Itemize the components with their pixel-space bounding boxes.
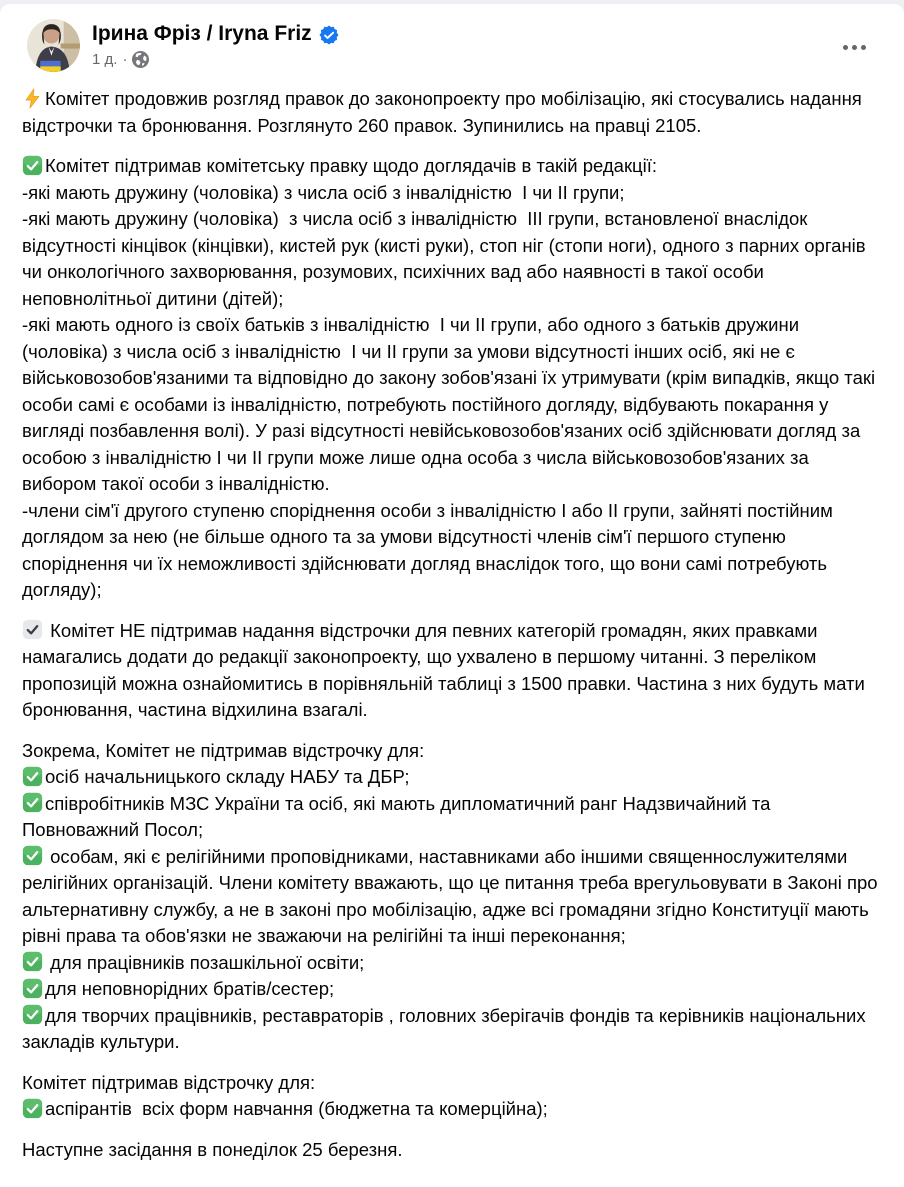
globe-privacy-icon — [132, 51, 149, 68]
paragraph-text: -які мають одного із своїх батьків з інвалідністю І чи ІІ групи, або одного з батьків дружини (чоловіка) з числа осіб з інвалідністю І чи ІІ групи за умови відсутності інших осіб, які не є військовозобов'язаними та відповідно до закону зобов'язані їх утримувати (крім випадків, якщо такі особи самі є особами із інвалідністю, потребують постійного догляду, відбувають покарання у вигляді позбавлення волі). У разі відсутності невійськовозобов'язаних осіб здійснювати догляд за особою з інвалідністю І чи ІІ групи може лише одна особа з числа військовозобов'язаних за вибором такої особи з інвалідністю. — [22, 314, 881, 494]
verified-badge-icon — [319, 25, 339, 45]
post-paragraph — [22, 153, 882, 180]
paragraph-text: Зокрема, Комітет не підтримав відстрочку для: — [22, 739, 425, 761]
check-gray-icon — [22, 619, 43, 640]
post-timestamp[interactable]: 1 д. — [92, 50, 118, 68]
paragraph-text: -які мають дружину (чоловіка) з числа осіб з інвалідністю І чи ІІ групи; — [22, 181, 625, 203]
paragraph-text: співробітників МЗС України та осіб, які мають дипломатичний ранг Надзвичайний та Повноважний Посол; — [22, 792, 776, 840]
header-meta — [92, 19, 339, 68]
paragraph-text: -які мають дружину (чоловіка) з числа осіб з інвалідністю ІІІ групи, встановленої внаслідок відсутності кінцівок (кінцівки), кистей рук (кисті руки), стоп ніг (стопи ноги), одного з парних органів чи онкологічного захворювання, розумових, психічних вад або наявності в такої особи неповнолітньої дитини (дітей); — [22, 208, 871, 309]
check-green-icon — [22, 792, 43, 813]
paragraph-text: -члени сім'ї другого ступеню споріднення особи з інвалідністю І або ІІ групи, зайняті постійним доглядом за нею (не більше одного та за умови відсутності членів сім'ї першого ступеню споріднення чи їх неможливості здійснювати догляд внаслідок того, що вони самі потребують догляду); — [22, 499, 838, 600]
paragraph-text: Комітет підтримав відстрочку для: — [22, 1071, 316, 1093]
post-paragraph — [22, 791, 882, 844]
paragraph-text: Комітет підтримав комітетську правку щодо доглядачів в такій редакції: — [45, 155, 658, 176]
check-green-icon — [22, 978, 43, 999]
check-green-icon — [22, 845, 43, 866]
dot-icon — [861, 45, 866, 50]
post-header — [0, 4, 904, 76]
zap-icon — [22, 88, 43, 109]
dot-icon — [843, 45, 848, 50]
paragraph-text: Комітет продовжив розгляд правок до законопроекту про мобілізацію, які стосувались надання відстрочки та бронювання. Розглянуто 260 правок. Зупинились на правці 2105. — [22, 88, 867, 136]
facebook-post-card — [0, 4, 904, 1187]
post-paragraph — [22, 1096, 882, 1123]
post-paragraph — [22, 180, 882, 207]
post-body — [0, 76, 904, 1187]
post-paragraph — [22, 86, 882, 139]
paragraph-text: Наступне засідання в понеділок 25 березня. — [22, 1138, 403, 1160]
avatar[interactable] — [27, 19, 80, 72]
post-paragraph — [22, 1137, 882, 1164]
post-paragraph — [22, 976, 882, 1003]
paragraph-text: для творчих працівників, реставраторів , головних зберігачів фондів та керівників національних закладів культури. — [22, 1004, 871, 1052]
paragraph-text: осіб начальницького складу НАБУ та ДБР; — [45, 766, 410, 787]
dot-icon — [852, 45, 857, 50]
post-paragraph — [22, 844, 882, 950]
post-paragraph — [22, 1003, 882, 1056]
timestamp-separator: · — [122, 50, 128, 68]
post-paragraph — [22, 498, 882, 604]
more-options-button[interactable] — [835, 37, 874, 58]
post-paragraph — [22, 1070, 882, 1097]
paragraph-text: особам, які є релігійними проповідниками, наставниками або іншими священнослужителями релігійних організацій. Члени комітету вважають, що це питання треба врегульовувати в Законі про альтернативну службу, а не в законі про мобілізацію, адже всі громадяни згідно Конституції мають рівні права та обов'язки не зважаючи на релігійні та інші переконання; — [22, 845, 883, 946]
post-paragraph — [22, 206, 882, 312]
post-paragraph — [22, 312, 882, 498]
post-paragraph — [22, 618, 882, 724]
paragraph-text: для неповнорідних братів/сестер; — [45, 978, 335, 999]
check-green-icon — [22, 155, 43, 176]
author-name[interactable]: Ірина Фріз / Iryna Friz — [92, 22, 312, 45]
check-green-icon — [22, 951, 43, 972]
paragraph-text: аспірантів всіх форм навчання (бюджетна та комерційна); — [45, 1098, 548, 1119]
check-green-icon — [22, 766, 43, 787]
post-paragraph — [22, 738, 882, 765]
paragraph-text: Комітет НЕ підтримав надання відстрочки для певних категорій громадян, яких правками намагались додати до редакції законопроекту, що ухвалено в першому читанні. З переліком пропозицій можна ознайомитись в порівняльній таблиці з 1500 правки. Частина з них будуть мати бронювання, частина відхилина взагалі. — [22, 619, 870, 720]
paragraph-text: для працівників позашкільної освіти; — [45, 951, 365, 973]
avatar-photo — [27, 19, 80, 72]
post-paragraph — [22, 764, 882, 791]
post-paragraph — [22, 950, 882, 977]
check-green-icon — [22, 1098, 43, 1119]
check-green-icon — [22, 1004, 43, 1025]
